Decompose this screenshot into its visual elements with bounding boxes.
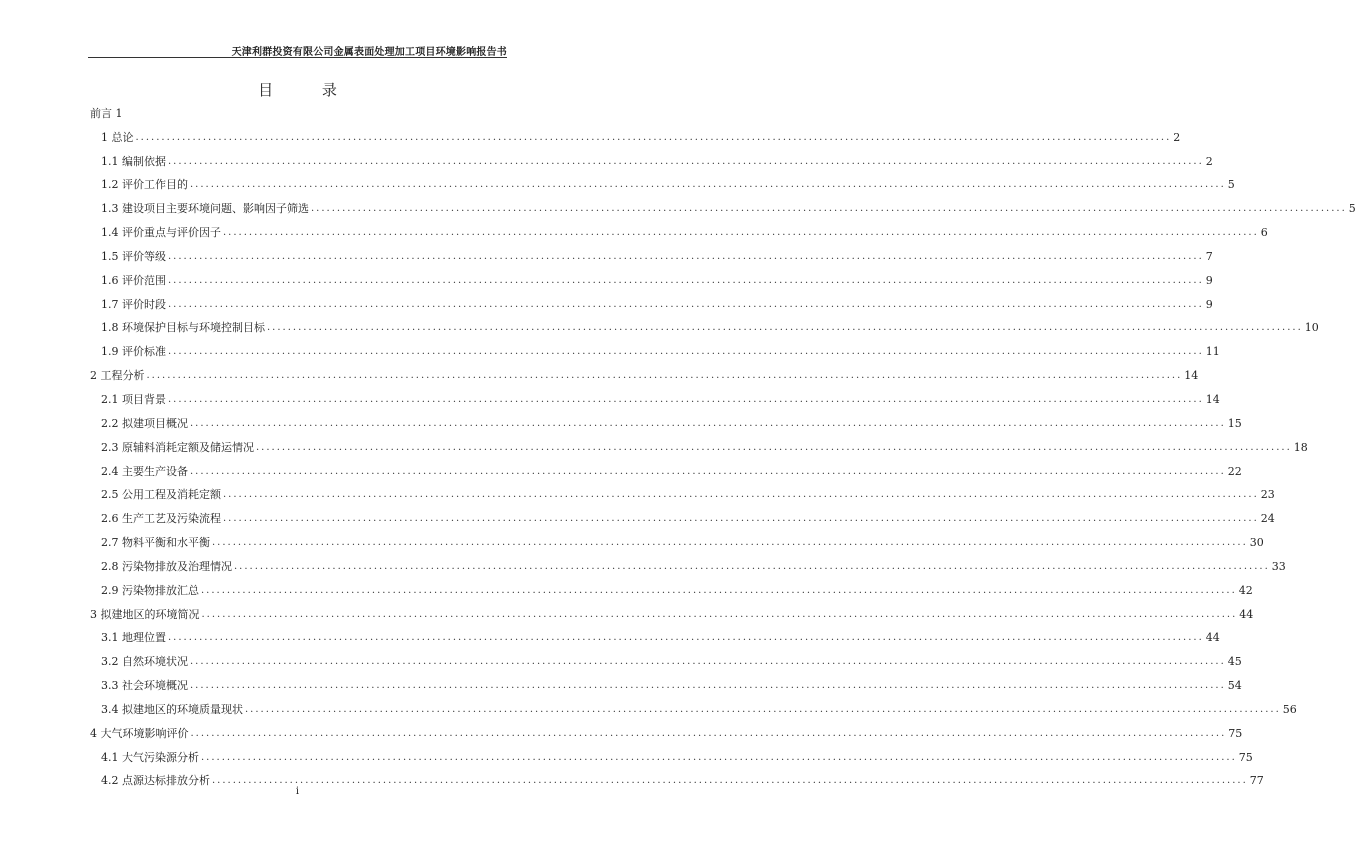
toc-entry-label: 3 拟建地区的环境简况 xyxy=(90,607,200,621)
toc-entry[interactable] xyxy=(88,407,1242,431)
toc-entry-page: 14 xyxy=(1184,369,1199,383)
toc-entry-label: 前言 1 xyxy=(90,106,123,120)
toc-entry[interactable] xyxy=(88,312,1319,336)
toc-entry-label: 1.4 评价重点与评价因子 xyxy=(101,226,221,240)
toc-entry-page: 9 xyxy=(1205,273,1213,287)
toc-entry[interactable] xyxy=(88,97,506,121)
page-number: i xyxy=(295,786,300,797)
toc-dot-leader: ........................................................................................................................................................................................................ xyxy=(201,608,1238,620)
toc-entry-label: 2.7 物料平衡和水平衡 xyxy=(101,536,210,550)
toc-entry-label: 4 大气环境影响评价 xyxy=(90,726,189,740)
toc-entry-label: 2.4 主要生产设备 xyxy=(101,464,188,478)
toc-entry-page: 44 xyxy=(1239,607,1254,621)
toc-entry[interactable] xyxy=(88,479,1275,503)
toc-entry[interactable] xyxy=(88,645,1242,669)
toc-entry[interactable] xyxy=(88,455,1242,479)
toc-entry-page: 5 xyxy=(1348,202,1356,216)
toc-dot-leader: ........................................................................................................................................................................................................ xyxy=(135,131,1172,143)
toc-entry-page: 6 xyxy=(1260,226,1268,240)
toc-entry-label: 3.1 地理位置 xyxy=(101,631,166,645)
toc-entry-label: 1.1 编制依据 xyxy=(101,154,166,168)
toc-dot-leader: ........................................................................................................................................................................................................ xyxy=(168,393,1204,405)
toc-entry[interactable] xyxy=(88,622,1220,646)
toc-entry-page: 23 xyxy=(1260,488,1275,502)
toc-entry-label: 1 总论 xyxy=(101,130,134,144)
toc-entry-label: 2.2 拟建项目概况 xyxy=(101,416,188,430)
toc-dot-leader: ........................................................................................................................................................................................................ xyxy=(168,632,1204,644)
toc-entry[interactable] xyxy=(88,598,1254,622)
toc-entry-page: 77 xyxy=(1249,774,1264,788)
toc-entry-label: 3.4 拟建地区的环境质量现状 xyxy=(101,702,243,716)
toc-dot-leader: ........................................................................................................................................................................................................ xyxy=(168,298,1204,310)
toc-entry-page: 2 xyxy=(1173,130,1181,144)
header-rule xyxy=(88,57,507,58)
toc-entry-label: 3.2 自然环境状况 xyxy=(101,655,188,669)
toc-dot-leader: ........................................................................................................................................................................................................ xyxy=(256,441,1292,453)
toc-entry-page: 56 xyxy=(1282,702,1297,716)
toc-entry-page: 45 xyxy=(1227,655,1242,669)
toc-entry-label: 1.9 评价标准 xyxy=(101,345,166,359)
toc-entry-label: 2 工程分析 xyxy=(90,369,145,383)
toc-entry-page: 33 xyxy=(1271,559,1286,573)
toc-entry-page: 9 xyxy=(1205,297,1213,311)
toc-entry-label: 1.7 评价时段 xyxy=(101,297,166,311)
toc-entry-label: 2.3 原辅料消耗定额及储运情况 xyxy=(101,440,254,454)
toc-dot-leader: ........................................................................................................................................................................................................ xyxy=(168,155,1204,167)
table-of-contents xyxy=(88,97,1356,788)
toc-entry-page: 14 xyxy=(1205,392,1220,406)
toc-entry-label: 1.3 建设项目主要环境问题、影响因子筛选 xyxy=(101,202,309,216)
toc-entry-page: 30 xyxy=(1249,536,1264,550)
toc-entry-label: 1.8 环境保护目标与环境控制目标 xyxy=(101,321,265,335)
toc-dot-leader: ........................................................................................................................................................................................................ xyxy=(212,775,1248,787)
toc-dot-leader: ........................................................................................................................................................................................................ xyxy=(190,727,1227,739)
toc-entry-label: 1.5 评价等级 xyxy=(101,249,166,263)
toc-entry[interactable] xyxy=(88,765,1264,789)
toc-dot-leader: ........................................................................................................................................................................................................ xyxy=(201,584,1237,596)
toc-entry[interactable] xyxy=(88,121,1181,145)
toc-dot-leader: ........................................................................................................................................................................................................ xyxy=(234,560,1270,572)
toc-entry[interactable] xyxy=(88,526,1264,550)
toc-entry[interactable] xyxy=(88,383,1220,407)
toc-entry-page: 5 xyxy=(1227,178,1235,192)
toc-entry-page: 24 xyxy=(1260,512,1275,526)
toc-entry[interactable] xyxy=(88,288,1213,312)
toc-entry[interactable] xyxy=(88,145,1213,169)
toc-dot-leader: ........................................................................................................................................................................................................ xyxy=(168,274,1204,286)
toc-entry-label: 4.1 大气污染源分析 xyxy=(101,750,199,764)
toc-dot-leader: ........................................................................................................................................................................................................ xyxy=(168,250,1204,262)
toc-dot-leader: ........................................................................................................................................................................................................ xyxy=(146,370,1183,382)
toc-entry-label: 2.9 污染物排放汇总 xyxy=(101,583,199,597)
toc-entry-page: 42 xyxy=(1238,583,1253,597)
toc-entry-label: 1.6 评价范围 xyxy=(101,273,166,287)
toc-entry[interactable] xyxy=(88,169,1235,193)
toc-dot-leader: ........................................................................................................................................................................................................ xyxy=(190,680,1226,692)
toc-entry-page: 15 xyxy=(1227,416,1242,430)
toc-dot-leader: ........................................................................................................................................................................................................ xyxy=(190,656,1226,668)
toc-entry-page: 10 xyxy=(1304,321,1319,335)
toc-dot-leader: ........................................................................................................................................................................................................ xyxy=(311,203,1347,215)
toc-entry-label: 3.3 社会环境概况 xyxy=(101,679,188,693)
toc-entry-label: 2.1 项目背景 xyxy=(101,392,166,406)
toc-entry[interactable] xyxy=(88,264,1213,288)
toc-entry-page: 44 xyxy=(1205,631,1220,645)
toc-entry[interactable] xyxy=(88,717,1243,741)
running-header: 天津利群投资有限公司金属表面处理加工项目环境影响报告书 xyxy=(231,47,507,58)
toc-dot-leader: ........................................................................................................................................................................................................ xyxy=(223,489,1259,501)
toc-dot-leader: ........................................................................................................................................................................................................ xyxy=(223,513,1259,525)
toc-entry[interactable] xyxy=(88,693,1297,717)
toc-entry-page: 75 xyxy=(1228,726,1243,740)
toc-entry-page: 2 xyxy=(1205,154,1213,168)
toc-dot-leader: ........................................................................................................................................................................................................ xyxy=(190,465,1226,477)
toc-entry-page: 75 xyxy=(1238,750,1253,764)
toc-entry-label: 2.6 生产工艺及污染流程 xyxy=(101,512,221,526)
toc-entry[interactable] xyxy=(88,431,1308,455)
toc-entry[interactable] xyxy=(88,502,1275,526)
toc-dot-leader: ........................................................................................................................................................................................................ xyxy=(201,751,1237,763)
toc-entry[interactable] xyxy=(88,216,1268,240)
toc-entry-page: 22 xyxy=(1227,464,1242,478)
toc-entry[interactable] xyxy=(88,192,1356,216)
toc-dot-leader: ........................................................................................................................................................................................................ xyxy=(190,417,1226,429)
toc-dot-leader: ........................................................................................................................................................................................................ xyxy=(223,227,1259,239)
toc-entry-label: 1.2 评价工作目的 xyxy=(101,178,188,192)
toc-entry[interactable] xyxy=(88,550,1286,574)
toc-entry-page: 18 xyxy=(1293,440,1308,454)
toc-entry-label: 2.8 污染物排放及治理情况 xyxy=(101,559,232,573)
toc-entry-page: 54 xyxy=(1227,679,1242,693)
toc-dot-leader: ........................................................................................................................................................................................................ xyxy=(267,322,1303,334)
toc-entry[interactable] xyxy=(88,359,1199,383)
toc-entry-label: 2.5 公用工程及消耗定额 xyxy=(101,488,221,502)
toc-entry-label: 4.2 点源达标排放分析 xyxy=(101,774,210,788)
page-title: 目 录 xyxy=(258,81,359,99)
toc-dot-leader: ........................................................................................................................................................................................................ xyxy=(212,537,1248,549)
toc-entry[interactable] xyxy=(88,669,1242,693)
toc-entry[interactable] xyxy=(88,335,1220,359)
toc-entry[interactable] xyxy=(88,574,1253,598)
toc-dot-leader: ........................................................................................................................................................................................................ xyxy=(190,179,1226,191)
toc-entry[interactable] xyxy=(88,240,1213,264)
toc-dot-leader: ........................................................................................................................................................................................................ xyxy=(168,346,1204,358)
toc-dot-leader: ........................................................................................................................................................................................................ xyxy=(245,703,1281,715)
toc-entry-page: 7 xyxy=(1205,249,1213,263)
toc-entry[interactable] xyxy=(88,741,1253,765)
toc-entry-page: 11 xyxy=(1205,345,1220,359)
